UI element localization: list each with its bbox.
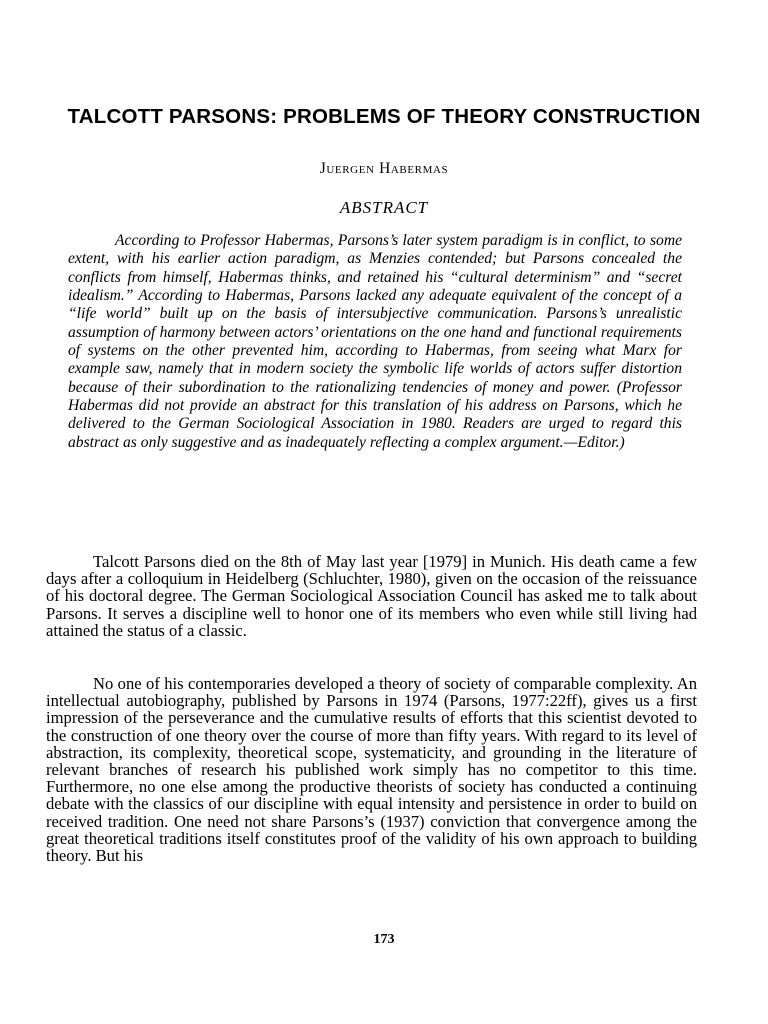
author-name: Juergen Habermas <box>319 160 449 177</box>
page-number: 173 <box>373 932 395 947</box>
body-paragraph: Talcott Parsons died on the 8th of May last year [1979] in Munich. His death came a few days after a colloquium in Heidelberg (Schluchter, 1980), given on the occasion of the reissuance of his doctoral degree. The German Sociological Association Council has asked me to talk about Parsons. It serves a discipline well to honor one of its members who even while still living had attained the status of a classic. <box>46 552 697 640</box>
abstract-text: According to Professor Habermas, Parsons’s later system paradigm is in conflict, to some extent, with his earlier action paradigm, as Menzies contended; but Parsons concealed the conflicts from himself, Habermas thinks, and retained his “cultural determinism” and “secret idealism.” According to Habermas, Parsons lacked any adequate equivalent of the concept of a “life world” built up on the basis of intersubjective communication. Parsons’s unrealistic assumption of harmony between actors’ orientations on the one hand and functional requirements of systems on the other prevented him, according to Habermas, from seeing what Marx for example saw, namely that in modern society the symbolic life worlds of actors suffer distortion because of their subordination to the rationalizing tendencies of money and power. (Professor Habermas did not provide an abstract for this translation of his address on Parsons, which he delivered to the German Sociological Association in 1980. Readers are urged to regard this abstract as only suggestive and as inadequately reflecting a complex argument.—Editor.) <box>68 232 682 451</box>
body-paragraph: No one of his contemporaries developed a theory of society of comparable complexity. An intellectual autobiography, published by Parsons in 1974 (Parsons, 1977:22ff), gives us a first impression of the perseverance and the cumulative results of efforts that this scientist devoted to the construction of one theory over the course of more than fifty years. With regard to its level of abstraction, its complexity, theoretical scope, systematicity, and grounding in the literature of relevant branches of research his published work simply has no competitor to this time. Furthermore, no one else among the productive theorists of society has conducted a continuing debate with the classics of our discipline with equal intensity and persistence in order to build on received tradition. One need not share Parsons’s (1937) conviction that convergence among the great theoretical traditions itself constitutes proof of the validity of his own approach to building theory. But his <box>46 674 697 866</box>
article-title: TALCOTT PARSONS: PROBLEMS OF THEORY CONSTRUCTION <box>67 105 701 128</box>
abstract-heading: ABSTRACT <box>339 198 429 217</box>
